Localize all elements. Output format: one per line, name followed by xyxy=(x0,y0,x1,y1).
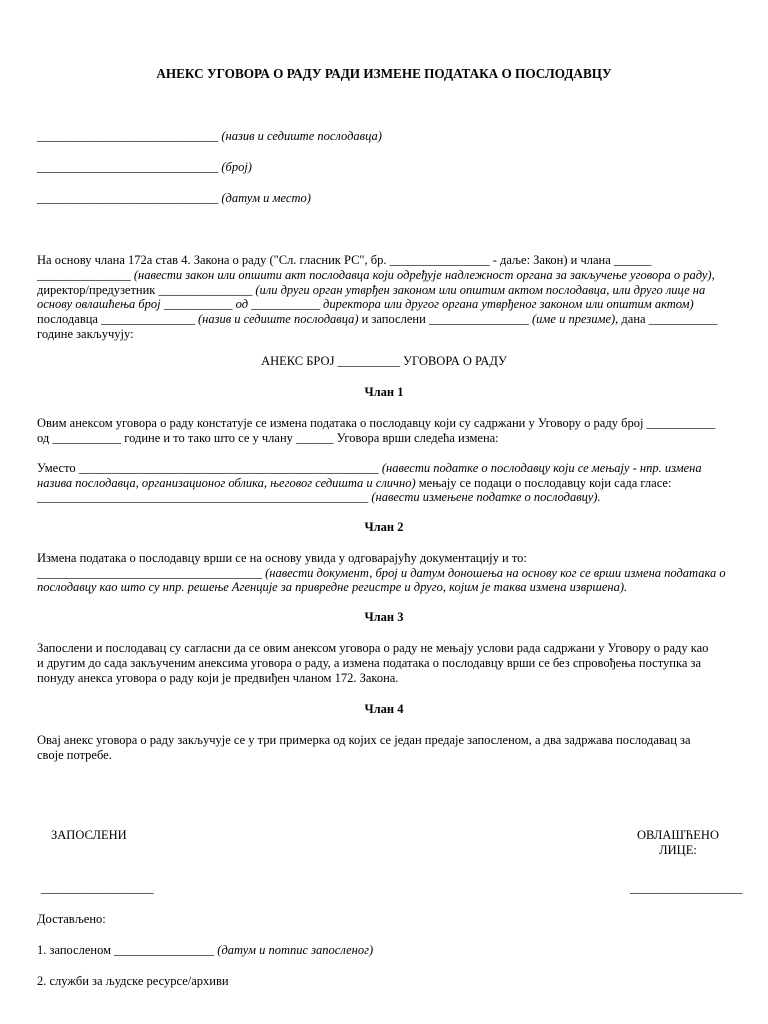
article-hint: (навести податке о послодавцу који се мењају - нпр. измена xyxy=(381,461,702,475)
intro-line-6: године закључују: xyxy=(37,327,134,341)
delivery-item-2: 2. служби за људске ресурсе/архиви xyxy=(37,974,229,988)
intro-hint: (навести закон или опшити акт послодавца који одређује надлежност органа за закључење уговора о раду), xyxy=(133,268,715,282)
authorized-person-signature-label xyxy=(600,828,756,858)
article-text: Уместо ________________________________________________ xyxy=(37,461,379,475)
article-4-line-2: своје потребе. xyxy=(37,748,112,762)
authorized-signature-line: __________________ xyxy=(630,881,743,895)
header-field-date xyxy=(37,191,311,206)
blank-line: _______________ xyxy=(37,268,131,282)
article-text: мењају се подаци о послодавцу који сада гласе: xyxy=(418,476,672,490)
article-hint: назива послодавца, организационог облика, његовог седишта и слично) xyxy=(37,476,416,490)
delivery-label: Достављено: xyxy=(37,912,106,926)
article-1-line-2: од ___________ године и то тако што се у члану ______ Уговора врши следећа измена: xyxy=(37,431,499,445)
intro-line-2 xyxy=(37,268,715,283)
article-2-heading: Члан 2 xyxy=(364,520,404,534)
article-1-line-3 xyxy=(37,461,702,476)
signature-label-line-2: ЛИЦЕ: xyxy=(659,843,697,857)
article-text: ____________________________________ xyxy=(37,566,262,580)
field-hint: (назив и седиште послодавца) xyxy=(221,129,382,143)
article-3-heading: Члан 3 xyxy=(364,610,404,624)
employee-signature-line: __________________ xyxy=(41,881,154,895)
article-text: _____________________________________________________ xyxy=(37,490,369,504)
intro-hint: основу овлашћења број ___________ од ___________ директора или другог органа утврђеног законом или општим актом) xyxy=(37,297,694,311)
article-1-line-5 xyxy=(37,490,601,505)
article-2-line-2 xyxy=(37,566,726,581)
delivery-item-1 xyxy=(37,943,373,958)
employee-signature-label: ЗАПОСЛЕНИ xyxy=(51,828,127,842)
intro-hint: (име и презиме) xyxy=(532,312,616,326)
delivery-hint: (датум и потпис запосленог) xyxy=(217,943,374,957)
blank-line: _____________________________ xyxy=(37,160,219,174)
article-2-line-3 xyxy=(37,580,627,595)
article-4-heading: Члан 4 xyxy=(364,702,404,716)
intro-text: директор/предузетник _______________ xyxy=(37,283,253,297)
article-4-line-1: Овај анекс уговора о раду закључује се у три примерка од којих се један предаје запосленом, а два задржава послодавац за xyxy=(37,733,691,747)
delivery-text: 1. запосленом ________________ xyxy=(37,943,215,957)
annex-heading: АНЕКС БРОЈ __________ УГОВОРА О РАДУ xyxy=(261,354,507,368)
document-title: АНЕКС УГОВОРА О РАДУ РАДИ ИЗМЕНЕ ПОДАТАКА О ПОСЛОДАВЦУ xyxy=(156,66,612,81)
article-hint: послодавцу као што су нпр. решење Агенције за привредне регистре и друго, којим је таква измена извршена). xyxy=(37,580,628,594)
article-1-line-4 xyxy=(37,476,671,491)
header-field-employer xyxy=(37,129,382,144)
article-hint: (навести измењене податке о послодавцу). xyxy=(371,490,601,504)
field-hint: (број) xyxy=(221,160,252,174)
intro-text: , дана ___________ xyxy=(615,312,718,326)
blank-line: _____________________________ xyxy=(37,129,219,143)
intro-line-3 xyxy=(37,283,705,298)
intro-text: послодавца _______________ xyxy=(37,312,195,326)
article-1-heading: Члан 1 xyxy=(364,385,404,399)
article-hint: (навести документ, број и датум доношења на основу ког се врши измена података о xyxy=(265,566,726,580)
signature-label-line-1: ОВЛАШЋЕНО xyxy=(637,828,719,842)
article-3-line-1: Запослени и послодавац су сагласни да се овим анексом уговора о раду не мењају услови рада садржани у Уговору о раду као xyxy=(37,641,709,655)
intro-line-4 xyxy=(37,297,694,312)
intro-hint: (или други орган утврђен законом или општим актом послодавца, или друго лице на xyxy=(255,283,706,297)
header-field-number xyxy=(37,160,252,175)
field-hint: (датум и место) xyxy=(221,191,311,205)
article-1-line-1: Овим анексом уговора о раду констатује се измена података о послодавцу који су садржани у Уговору о раду број ___________ xyxy=(37,416,716,430)
intro-text: и запослени ________________ xyxy=(361,312,529,326)
intro-line-1: На основу члана 172а став 4. Закона о раду ("Сл. гласник РС", бр. ________________ - даље: Закон) и члана ______ xyxy=(37,253,652,267)
article-3-line-3: понуду анекса уговора о раду који је предвиђен чланом 172. Закона. xyxy=(37,671,399,685)
article-2-line-1: Измена података о послодавцу врши се на основу увида у одговарајућу документацију и то: xyxy=(37,551,527,565)
intro-hint: (назив и седиште послодавца) xyxy=(197,312,359,326)
blank-line: _____________________________ xyxy=(37,191,219,205)
article-3-line-2: и другим до сада закљученим анексима уговора о раду, а измена података о послодавцу врши се без спровођења поступка за xyxy=(37,656,702,670)
intro-line-5 xyxy=(37,312,717,327)
